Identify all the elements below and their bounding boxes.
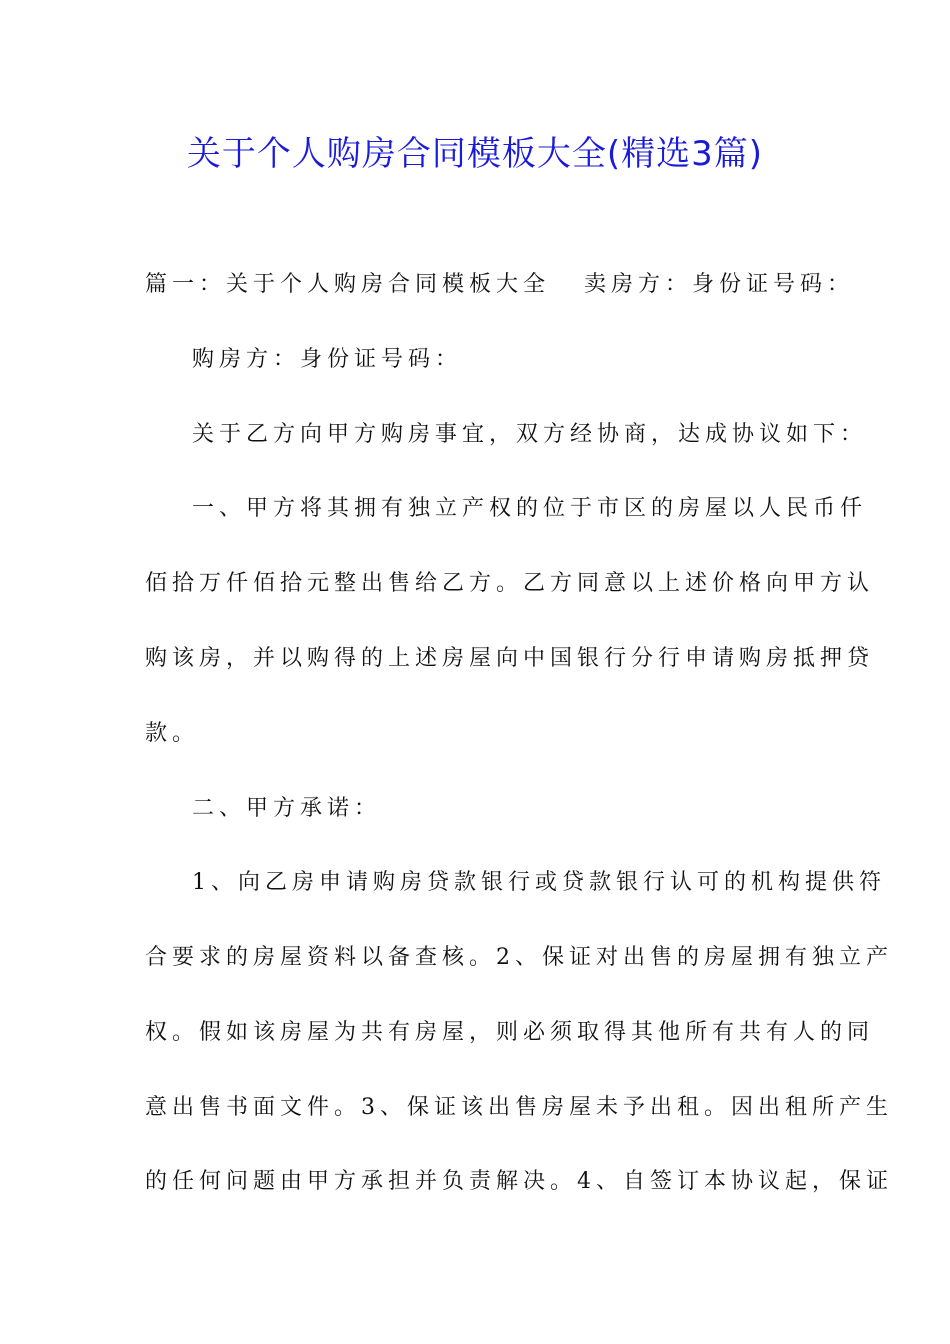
document-title: 关于个人购房合同模板大全(精选3篇) (186, 134, 764, 174)
paragraph-line: 一、甲方将其拥有独立产权的位于市区的房屋以人民币仟 (192, 496, 868, 521)
paragraph-line: 权。假如该房屋为共有房屋，则必须取得其他所有共有人的同 (145, 1020, 875, 1045)
paragraph-line: 佰拾万仟佰拾元整出售给乙方。乙方同意以上述价格向甲方认 (145, 571, 875, 596)
paragraph-line: 款。 (145, 721, 200, 746)
paragraph-line: 购该房，并以购得的上述房屋向中国银行分行申请购房抵押贷 (145, 646, 875, 671)
paragraph-line: 的任何问题由甲方承担并负责解决。4、自签订本协议起，保证 (145, 1169, 893, 1194)
paragraph-line: 1、向乙房申请购房贷款银行或贷款银行认可的机构提供符 (192, 870, 886, 895)
heading-line (145, 268, 854, 302)
section-heading: 篇一：关于个人购房合同模板大全 (145, 272, 551, 297)
paragraph-line: 二、甲方承诺： (192, 796, 382, 821)
buyer-field: 购房方：身份证号码： (192, 347, 463, 372)
paragraph-line: 关于乙方向甲方购房事宜，双方经协商，达成协议如下： (192, 422, 868, 447)
paragraph-line: 合要求的房屋资料以备查核。2、保证对出售的房屋拥有独立产 (145, 945, 893, 970)
paragraph-line: 意出售书面文件。3、保证该出售房屋未予出租。因出租所产生 (145, 1095, 893, 1120)
seller-field: 卖房方：身份证号码： (584, 272, 855, 297)
